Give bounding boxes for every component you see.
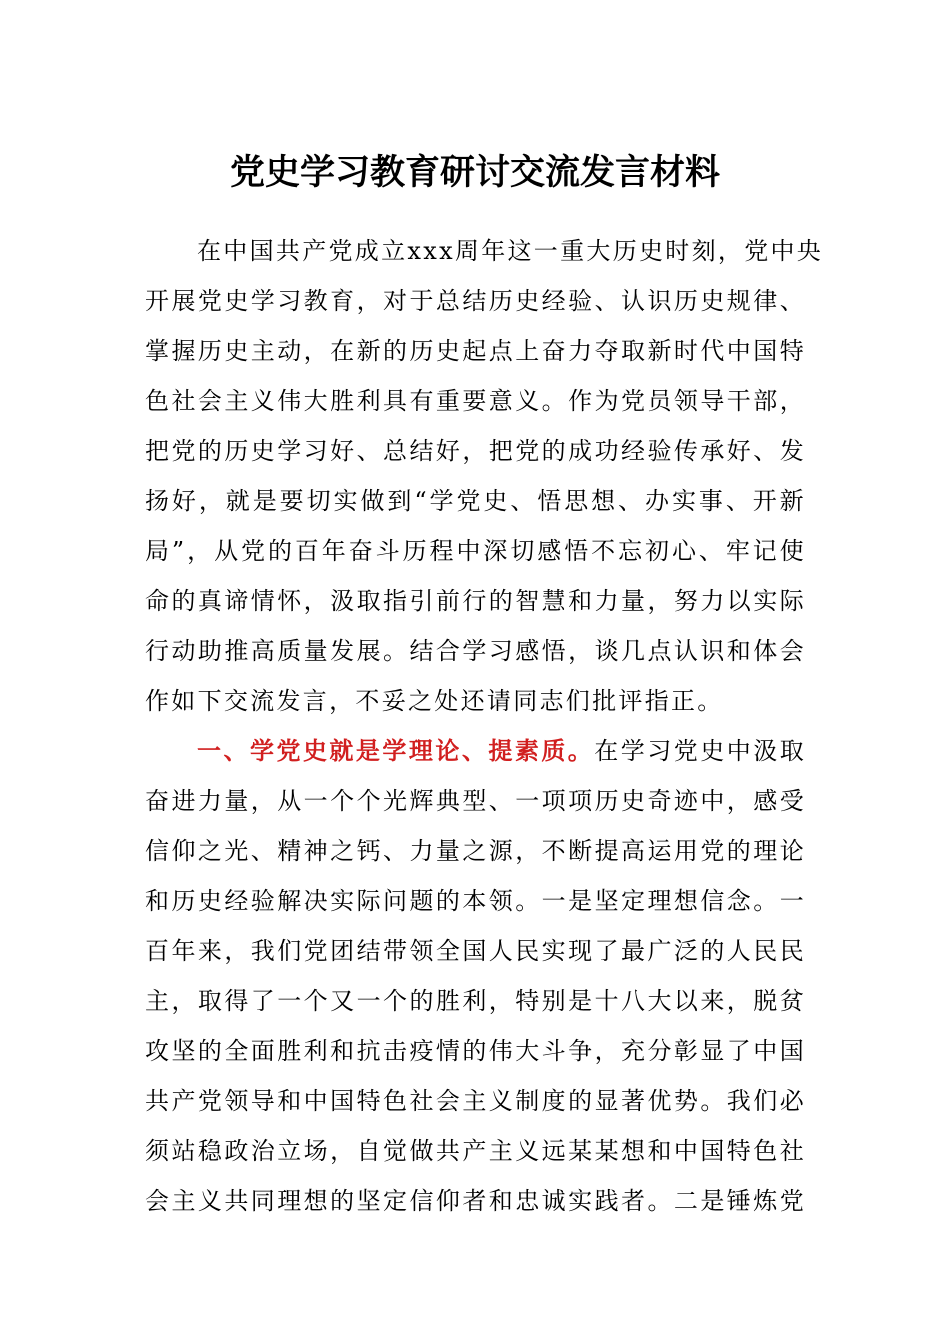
text-line: 在中国共产党成立xxx周年这一重大历史时刻，党中央	[197, 237, 824, 265]
section-heading: 一、学党史就是学理论、提素质。	[197, 736, 595, 765]
text-line	[145, 726, 806, 776]
text-line: 命的真谛情怀，汲取指引前行的智慧和力量，努力以实际	[145, 587, 806, 615]
paragraph-intro	[145, 226, 824, 726]
document-title: 党史学习教育研讨交流发言材料	[229, 152, 720, 193]
text-line: 会主义共同理想的坚定信仰者和忠诚实践者。二是锤炼党	[145, 1187, 806, 1215]
text-line: 信仰之光、精神之钙、力量之源，不断提高运用党的理论	[145, 837, 806, 865]
text-line: 扬好，就是要切实做到“学党史、悟思想、办实事、开新	[145, 487, 806, 515]
text-line: 奋进力量，从一个个光辉典型、一项项历史奇迹中，感受	[145, 787, 806, 815]
text-line: 开展党史学习教育，对于总结历史经验、认识历史规律、	[145, 287, 806, 315]
text-line: 作如下交流发言，不妥之处还请同志们批评指正。	[145, 687, 724, 715]
section-heading-continuation: 在学习党史中汲取	[594, 737, 806, 765]
text-line: 主，取得了一个又一个的胜利，特别是十八大以来，脱贫	[145, 987, 806, 1015]
text-line: 须站稳政治立场，自觉做共产主义远某某想和中国特色社	[145, 1137, 806, 1165]
text-line: 共产党领导和中国特色社会主义制度的显著优势。我们必	[145, 1087, 806, 1115]
text-line: 行动助推高质量发展。结合学习感悟，谈几点认识和体会	[145, 637, 806, 665]
document-body	[145, 226, 824, 1226]
text-line: 色社会主义伟大胜利具有重要意义。作为党员领导干部，	[145, 387, 806, 415]
text-line: 百年来，我们党团结带领全国人民实现了最广泛的人民民	[145, 937, 806, 965]
text-line: 和历史经验解决实际问题的本领。一是坚定理想信念。一	[145, 887, 806, 915]
paragraph-section-one	[145, 726, 806, 1226]
text-line: 掌握历史主动，在新的历史起点上奋力夺取新时代中国特	[145, 337, 806, 365]
text-line: 把党的历史学习好、总结好，把党的成功经验传承好、发	[145, 437, 806, 465]
text-line: 局”，从党的百年奋斗历程中深切感悟不忘初心、牢记使	[145, 537, 806, 565]
text-line: 攻坚的全面胜利和抗击疫情的伟大斗争，充分彰显了中国	[145, 1037, 806, 1065]
